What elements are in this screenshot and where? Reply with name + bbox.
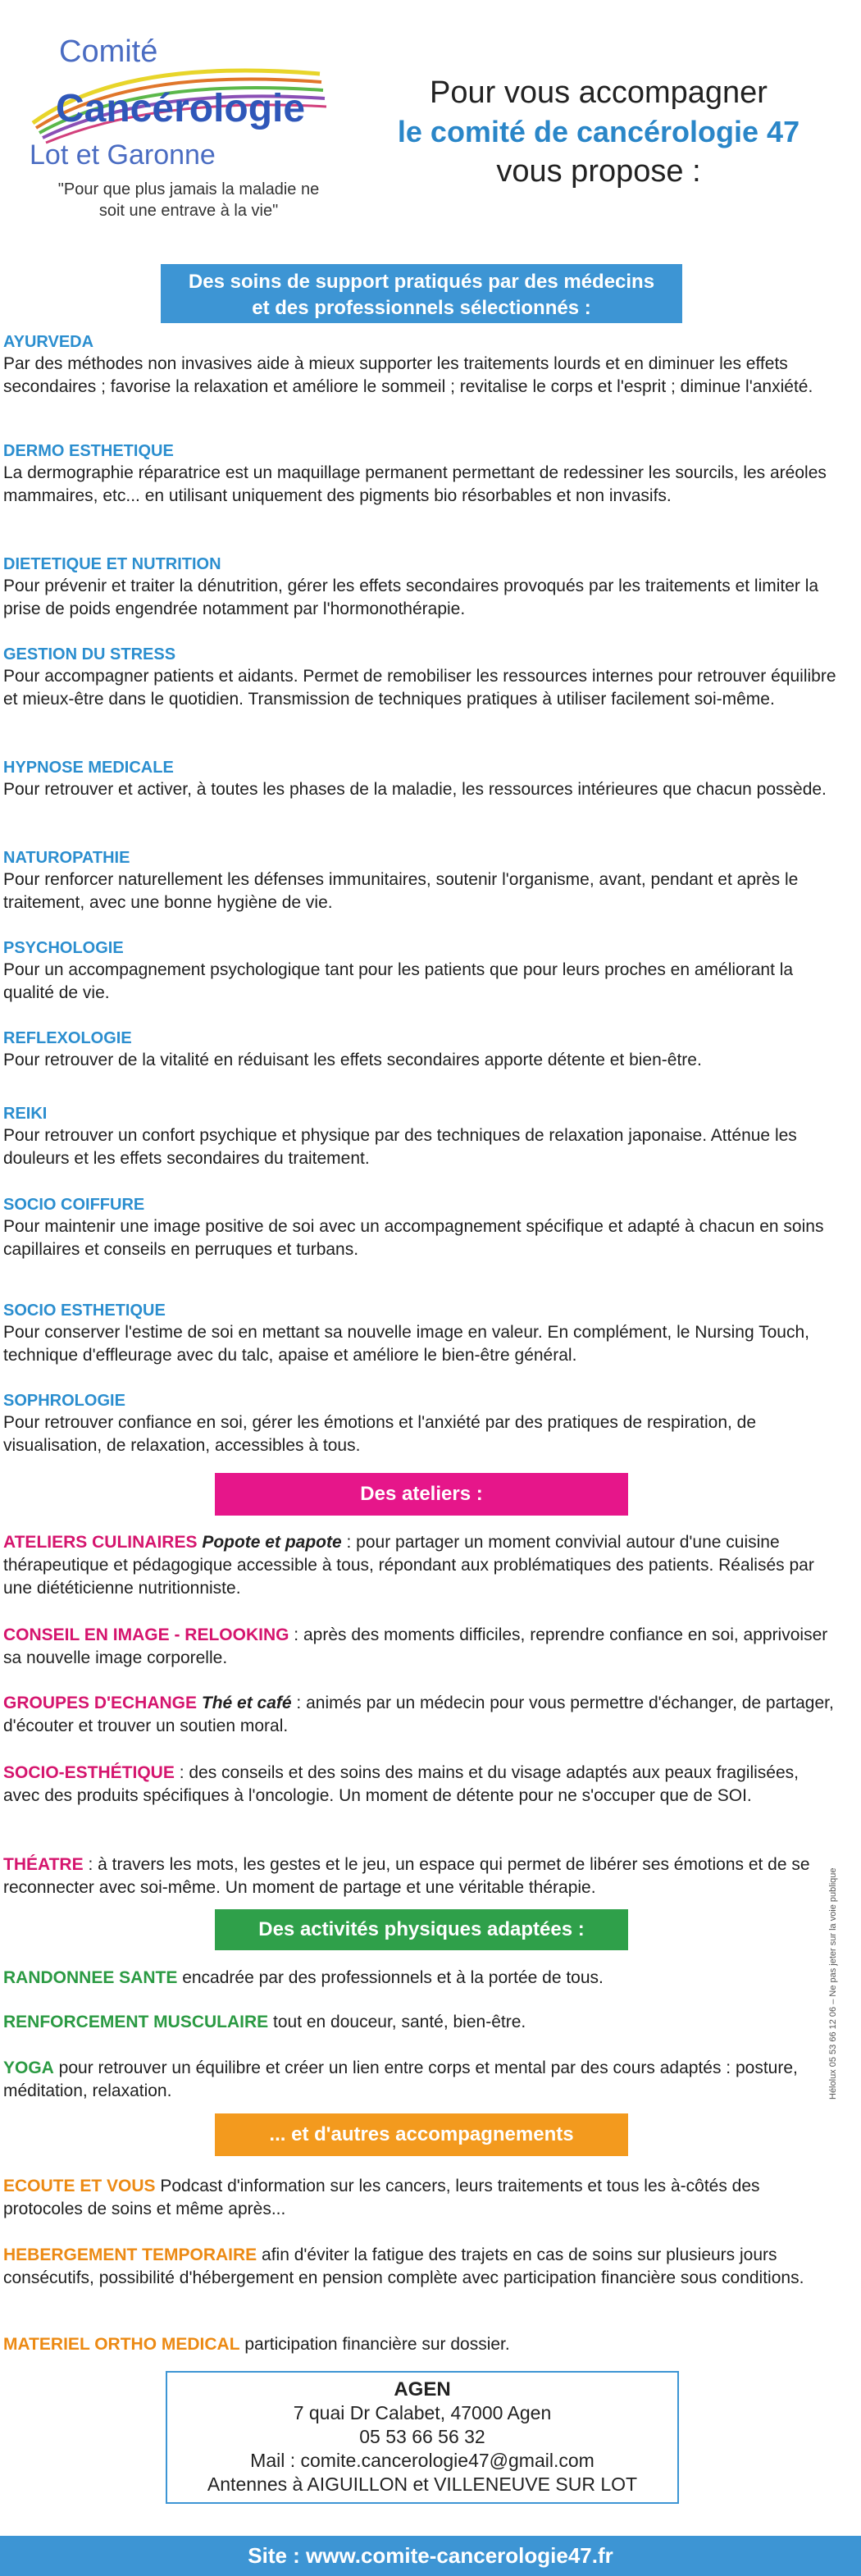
soin-title: REIKI xyxy=(3,1105,48,1123)
soin-text: Pour conserver l'estime de soi en mettant sa nouvelle image en valeur. En complément, le Nursing Touch, technique d'effleurage avec du talc, apaise et améliore le bien-être général. xyxy=(3,1323,809,1365)
atelier-subtitle: Thé et café xyxy=(201,1694,292,1712)
soin-title: HYPNOSE MEDICALE xyxy=(3,759,174,777)
autre-materiel-ortho xyxy=(3,2333,836,2356)
contact-city: AGEN xyxy=(394,2378,451,2400)
soin-text: Pour retrouver confiance en soi, gérer les émotions et l'anxiété par des pratiques de respiration, de visualisation, de relaxation, accessibles à tous. xyxy=(3,1413,757,1455)
soin-hypnose xyxy=(3,757,836,801)
atelier-title: ATELIERS CULINAIRES xyxy=(3,1533,198,1552)
autre-hebergement xyxy=(3,2244,836,2290)
atelier-text: : animés par un médecin pour vous permettre d'échanger, de partager, d'écouter et trouver un soutien moral. xyxy=(3,1694,834,1735)
banner-ateliers: Des ateliers : xyxy=(215,1473,628,1516)
banner-soins-line-2: et des professionnels sélectionnés : xyxy=(252,297,591,319)
contact-mail[interactable]: Mail : comite.cancerologie47@gmail.com xyxy=(250,2450,594,2471)
logo-comite: Comité xyxy=(59,34,158,69)
soin-text: Pour accompagner patients et aidants. Permet de remobiliser les ressources internes pour retrouver équilibre et mieux-être dans le quotidien. Transmission de techniques pratiques à utiliser facilement soi-même. xyxy=(3,667,836,709)
atelier-socio-esthetique xyxy=(3,1762,836,1808)
soin-ayurveda xyxy=(3,331,836,399)
contact-antennes: Antennes à AIGUILLON et VILLENEUVE SUR LOT xyxy=(207,2473,638,2495)
autre-text: Podcast d'information sur les cancers, leurs traitements et tous les à-côtés des protocoles de soins et même après... xyxy=(3,2177,760,2218)
autre-text: afin d'éviter la fatigue des trajets en cas de soins sur plusieurs jours consécutifs, possibilité d'hébergement en pension complète avec participation financière sous conditions. xyxy=(3,2245,804,2287)
logo-cancerologie: Cancérologie xyxy=(56,87,306,130)
atelier-subtitle: Popote et papote xyxy=(202,1533,342,1552)
soin-text: La dermographie réparatrice est un maquillage permanent permettant de redessiner les sourcils, les aréoles mammaires, etc... en utilisant uniquement des pigments bio résorbables et non invasifs. xyxy=(3,463,827,505)
soin-title: SOPHROLOGIE xyxy=(3,1392,125,1410)
contact-phone[interactable]: 05 53 66 56 32 xyxy=(359,2426,485,2447)
autre-title: MATERIEL ORTHO MEDICAL xyxy=(3,2335,240,2354)
autre-title: HEBERGEMENT TEMPORAIRE xyxy=(3,2245,257,2264)
soin-title: SOCIO COIFFURE xyxy=(3,1196,145,1214)
soin-socio-esthetique xyxy=(3,1300,836,1367)
atelier-culinaires xyxy=(3,1531,836,1600)
activite-title: RENFORCEMENT MUSCULAIRE xyxy=(3,2013,269,2031)
banner-activites-physiques: Des activités physiques adaptées : xyxy=(215,1909,628,1950)
soin-text: Pour retrouver un confort psychique et physique par des techniques de relaxation japonaise. Atténue les douleurs et les effets secondaires du traitement. xyxy=(3,1126,797,1168)
soin-sophrologie xyxy=(3,1390,836,1457)
atelier-theatre xyxy=(3,1853,836,1899)
soin-psychologie xyxy=(3,937,836,1005)
autre-title: ECOUTE ET VOUS xyxy=(3,2177,156,2195)
soin-text: Pour retrouver et activer, à toutes les phases de la maladie, les ressources intérieures que chacun possède. xyxy=(3,780,827,799)
activite-text: pour retrouver un équilibre et créer un lien entre corps et mental par des cours adaptés : posture, méditation, relaxation. xyxy=(3,2059,798,2100)
activite-title: RANDONNEE SANTE xyxy=(3,1968,178,1987)
contact-box xyxy=(166,2371,679,2504)
logo-lot-et-garonne: Lot et Garonne xyxy=(30,139,216,171)
soin-dietetique xyxy=(3,554,836,621)
soin-text: Par des méthodes non invasives aide à mieux supporter les traitements lourds et en diminuer les effets secondaires ; favorise la relaxation et améliore le sommeil ; revitalise le corps et l'esprit ; diminue l'anxiété. xyxy=(3,354,813,396)
soin-naturopathie xyxy=(3,847,836,914)
soin-title: DIETETIQUE ET NUTRITION xyxy=(3,555,221,573)
soin-text: Pour renforcer naturellement les défenses immunitaires, soutenir l'organisme, avant, pendant et après le traitement, avec une bonne hygiène de vie. xyxy=(3,870,799,912)
soin-text: Pour un accompagnement psychologique tant pour les patients que pour leurs proches en améliorant la qualité de vie. xyxy=(3,960,794,1002)
soin-gestion-du-stress xyxy=(3,644,836,711)
activite-randonnee xyxy=(3,1967,836,1990)
autre-text: participation financière sur dossier. xyxy=(239,2335,510,2354)
soin-socio-coiffure xyxy=(3,1194,836,1261)
atelier-relooking xyxy=(3,1624,836,1670)
atelier-title: GROUPES D'ECHANGE xyxy=(3,1694,198,1712)
soin-title: GESTION DU STRESS xyxy=(3,645,176,663)
soin-title: DERMO ESTHETIQUE xyxy=(3,442,174,460)
soin-reflexologie xyxy=(3,1028,836,1072)
activite-text: encadrée par des professionnels et à la portée de tous. xyxy=(177,1968,604,1987)
soin-title: AYURVEDA xyxy=(3,333,94,351)
soin-text: Pour prévenir et traiter la dénutrition, gérer les effets secondaires provoqués par les traitements et limiter la prise de poids engendrée notamment par l'hormonothérapie. xyxy=(3,577,819,618)
atelier-text: : pour partager un moment convivial autour d'une cuisine thérapeutique et pédagogique accessible à tous, répondant aux problématiques des patients. Réalisés par une diététicienne nutritionniste. xyxy=(3,1533,814,1598)
soin-dermo-esthetique xyxy=(3,440,836,508)
atelier-groupes-echange xyxy=(3,1692,836,1738)
header-line-1: Pour vous accompagner xyxy=(430,75,768,110)
activite-title: YOGA xyxy=(3,2059,54,2077)
activite-renforcement xyxy=(3,2011,836,2034)
soin-title: SOCIO ESTHETIQUE xyxy=(3,1302,166,1320)
contact-address: 7 quai Dr Calabet, 47000 Agen xyxy=(293,2402,552,2423)
activite-yoga xyxy=(3,2057,836,2103)
banner-soins-de-support xyxy=(161,264,682,323)
atelier-title: THÉATRE xyxy=(3,1855,84,1874)
soin-title: NATUROPATHIE xyxy=(3,849,130,867)
vertical-printer-note: Hélolux 05 53 66 12 06 – Ne pas jeter sur la voie publique xyxy=(828,1867,838,2100)
autre-ecoute-et-vous xyxy=(3,2175,836,2221)
atelier-title: SOCIO-ESTHÉTIQUE xyxy=(3,1763,175,1782)
soin-title: REFLEXOLOGIE xyxy=(3,1029,132,1047)
soin-title: PSYCHOLOGIE xyxy=(3,939,124,957)
website-link[interactable]: Site : www.comite-cancerologie47.fr xyxy=(0,2536,861,2576)
activite-text: tout en douceur, santé, bien-être. xyxy=(268,2013,526,2031)
soin-text: Pour retrouver de la vitalité en réduisant les effets secondaires apporte détente et bien-être. xyxy=(3,1051,702,1069)
soin-text: Pour maintenir une image positive de soi avec un accompagnement spécifique et adapté à chacun en soins capillaires et conseils en perruques et turbans. xyxy=(3,1217,824,1259)
atelier-title: CONSEIL EN IMAGE - RELOOKING xyxy=(3,1625,289,1644)
soin-reiki xyxy=(3,1103,836,1170)
atelier-text: : des conseils et des soins des mains et du visage adaptés aux peaux fragilisées, avec des produits spécifiques à l'oncologie. Un moment de détente pour ne s'occuper que de SOI. xyxy=(3,1763,799,1805)
atelier-text: : à travers les mots, les gestes et le jeu, un espace qui permet de libérer ses émotions et de se reconnecter avec soi-même. Un moment de partage et une véritable thérapie. xyxy=(3,1855,810,1897)
banner-autres-accompagnements: ... et d'autres accompagnements xyxy=(215,2113,628,2156)
atelier-text: : après des moments difficiles, reprendre confiance en soi, apprivoiser sa nouvelle image corporelle. xyxy=(3,1625,828,1667)
banner-soins-line-1: Des soins de support pratiqués par des médecins xyxy=(188,271,655,293)
logo-tagline: "Pour que plus jamais la maladie ne soit une entrave à la vie" xyxy=(57,180,320,220)
header-line-2: le comité de cancérologie 47 xyxy=(397,115,800,148)
header-line-3: vous propose : xyxy=(496,154,701,189)
